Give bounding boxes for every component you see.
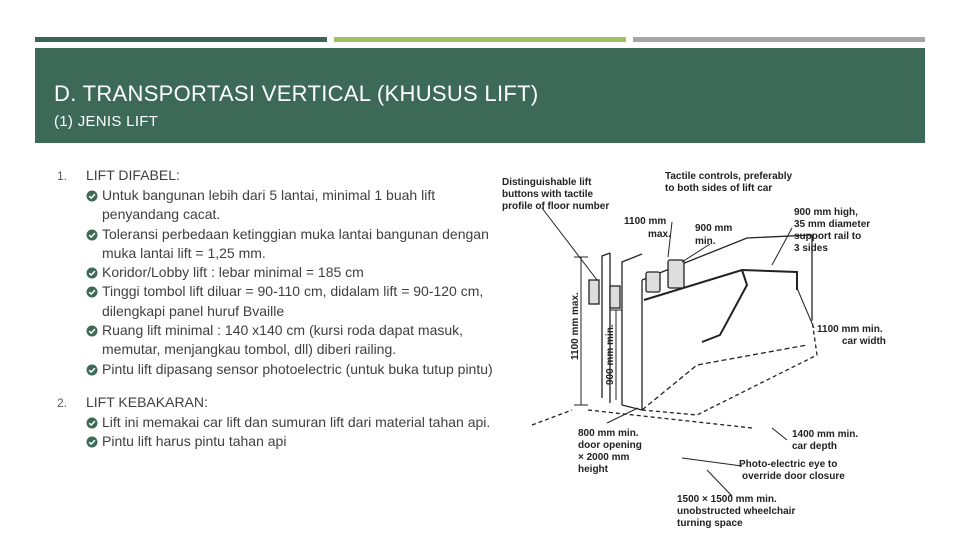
label-car-width: 1100 mm min. car width [817,324,886,347]
title-banner [35,48,925,143]
list-item: Tinggi tombol lift diluar = 90-110 cm, didalam lift = 90-120 cm, dilengkapi panel huruf Bvaille [86,282,497,321]
check-circle-icon [86,436,98,448]
bullet-list [86,186,497,379]
section-heading: LIFT KEBAKARAN: [86,393,208,410]
label-1100-max: 1100 mm max. [624,216,671,240]
label-turning-space: 1500 × 1500 mm min. unobstructed wheelchair turning space [677,494,796,529]
check-circle-icon [86,364,98,376]
check-circle-icon [86,286,98,298]
check-circle-icon [86,190,98,202]
list-item: Koridor/Lobby lift : lebar minimal = 185 cm [86,263,497,282]
content-area [57,166,497,466]
label-tactile-controls: Tactile controls, preferably to both sides of lift car [665,171,793,194]
label-door-opening: 800 mm min. door opening × 2000 mm height [578,428,642,475]
list-item: Ruang lift minimal : 140 x140 cm (kursi roda dapat masuk, memutar, menjangkau tombol, dll) diberi railing. [86,321,497,360]
slide-title: D. TRANSPORTASI VERTICAL (KHUSUS LIFT) [54,81,539,106]
lift-car-diagram [492,160,932,540]
list-item: Untuk bangunan lebih dari 5 lantai, minimal 1 buah lift penyandang cacat. [86,186,497,225]
accent-bar-light-green [334,37,626,42]
section-lift-kebakaran [57,393,497,452]
check-circle-icon [86,325,98,337]
list-item: Lift ini memakai car lift dan sumuran lift dari material tahan api. [86,413,497,432]
check-circle-icon [86,267,98,279]
label-900-min: 900 mm min. [695,223,733,247]
accent-bar-dark-green [35,37,327,42]
list-item: Pintu lift dipasang sensor photoelectric (untuk buka tutup pintu) [86,360,497,379]
section-heading: LIFT DIFABEL: [86,167,180,183]
list-item: Toleransi perbedaan ketinggian muka lantai bangunan dengan muka lantai lift = 1,25 mm. [86,225,497,264]
label-vertical-max: 1100 mm max. [570,292,581,360]
section-number: 2. [57,395,68,410]
accent-bar-gray [633,37,925,42]
slide-subtitle: (1) JENIS LIFT [54,113,159,130]
check-circle-icon [86,229,98,241]
check-circle-icon [86,417,98,429]
section-lift-difabel [57,166,497,379]
label-car-depth: 1400 mm min. car depth [792,429,859,452]
label-photo-eye: Photo-electric eye to override door closure [739,459,845,482]
label-vertical-min: 900 mm min. [605,324,616,385]
section-number: 1. [57,169,68,183]
label-support-rail: 900 mm high, 35 mm diameter support rail to 3 sides [794,207,871,254]
list-item: Pintu lift harus pintu tahan api [86,432,497,451]
bullet-list [86,413,497,452]
label-distinguishable: Distinguishable lift buttons with tactile profile of floor number [502,177,610,212]
